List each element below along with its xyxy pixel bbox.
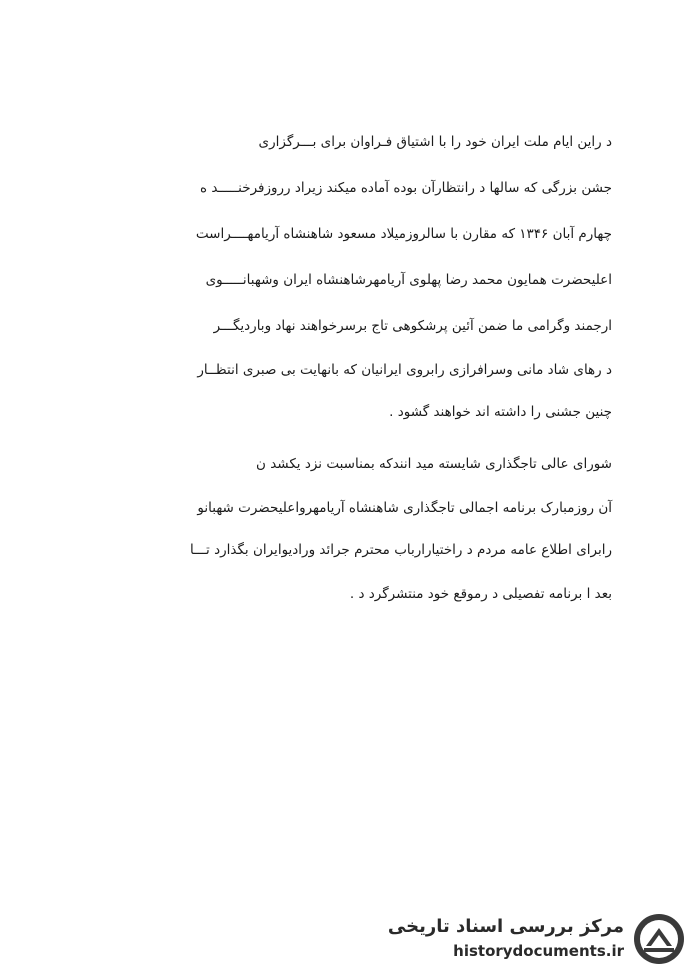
paragraph-1-line-1: د راین ایام ملت ایران خود را با اشتیاق فـراوان برای بـــرگزاری [258, 134, 612, 150]
paragraph-1-line-3: چهارم آبان ۱۳۴۶ که مقارن با سالروزمیلاد مسعود شاهنشاه آریامهــــراست [195, 226, 612, 242]
paragraph-2-line-1: شورای عالی تاجگذاری شایسته مید انندکه بمناسبت نزد یکشد ن [256, 456, 612, 472]
paragraph-2-line-4: بعد ا برنامه تفصیلی د رموقع خود منتشرگرد د . [349, 586, 612, 602]
paragraph-2-line-3: رابرای اطلاع عامه مردم د راختیارارباب محترم جرائد ورادیوایران بگذارد تـــا [190, 542, 612, 558]
paragraph-1-line-5: ارجمند وگرامی ما ضمن آئین پرشکوهی تاج برسرخواهند نهاد وباردیگـــر [213, 318, 612, 334]
paragraph-1-line-7: چنین جشنی را داشته اند خواهند گشود . [389, 404, 612, 420]
paragraph-1-line-4: اعلیحضرت همایون محمد رضا پهلوی آریامهرشاهنشاه ایران وشهبانـــــوی [205, 272, 612, 288]
watermark-url: historydocuments.ir [453, 942, 624, 960]
paragraph-1-line-6: د رهای شاد مانی وسرافرازی رابروی ایرانیان که بانهایت بی صبری انتظــار [197, 362, 612, 378]
book-emblem-icon [632, 912, 686, 966]
paragraph-1-line-2: جشن بزرگی که سالها د رانتظارآن بوده آماده میکند زیراد رروزفرخنـــــد ه [199, 180, 612, 196]
paragraph-2-line-2: آن روزمبارک برنامه اجمالی تاجگذاری شاهنشاه آریامهرواعلیحضرت شهبانو [197, 500, 612, 516]
watermark-title: مرکز بررسی اسناد تاریخی [387, 916, 624, 937]
watermark [387, 912, 686, 968]
